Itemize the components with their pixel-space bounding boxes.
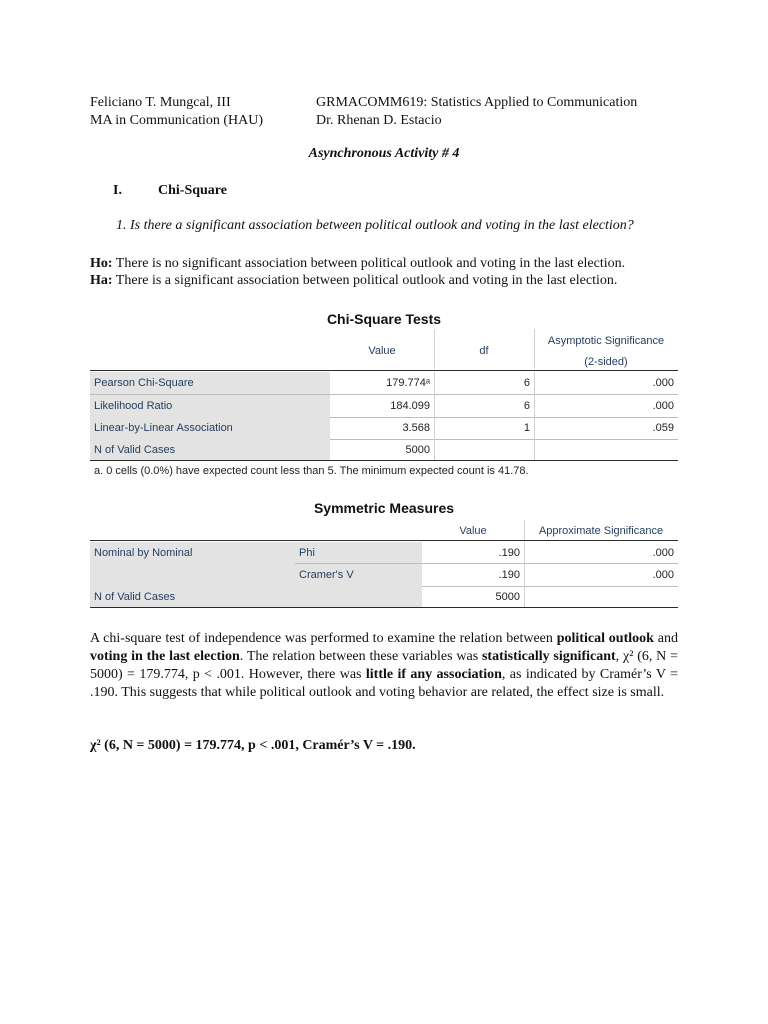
null-hypothesis [90, 255, 625, 272]
row-label: Likelihood Ratio [90, 395, 330, 417]
hypotheses [90, 255, 625, 289]
col-header-df: df [479, 345, 489, 357]
row-label: Cramer's V [295, 564, 422, 586]
instructor-name: Dr. Rhenan D. Estacio [316, 113, 442, 128]
row-value: .190 [498, 569, 520, 581]
col-header-value: Value [459, 525, 487, 537]
col-header-asymp-sig: Asymptotic Significance [547, 335, 665, 347]
row-label: N of Valid Cases [90, 439, 330, 461]
text-run: , as indicated by Cramér’s V = .190. This suggests that while political outlook and voting behavior are related, the effect size is small. [90, 667, 678, 700]
course-name: GRMACOMM619: Statistics Applied to Communication [316, 95, 638, 110]
ho-label: Ho: [90, 256, 113, 271]
row-df: 6 [523, 377, 530, 389]
valid-cases-value: 5000 [495, 591, 520, 603]
row-sig [534, 439, 678, 461]
row-sig: .000 [652, 377, 674, 389]
col-header-approx-sig: Approximate Significance [538, 525, 664, 537]
row-label: Linear-by-Linear Association [90, 417, 330, 439]
program-name: MA in Communication (HAU) [90, 113, 264, 128]
group-label: Nominal by Nominal [90, 542, 295, 586]
section-number: I. [113, 183, 122, 198]
course-block [316, 94, 637, 130]
row-sig: .000 [652, 547, 674, 559]
row-df [434, 439, 534, 461]
chi-square-table-title: Chi-Square Tests [326, 311, 442, 327]
row-value: 5000 [405, 444, 430, 456]
text-run: A chi-square test of independence was performed to examine the relation between [90, 631, 557, 646]
author-block [90, 94, 263, 130]
ha-text: There is a significant association between political outlook and voting in the last election. [112, 273, 618, 288]
bold-run: political outlook [556, 631, 654, 646]
row-label: Pearson Chi-Square [90, 372, 330, 394]
alt-hypothesis [90, 272, 625, 289]
chi-square-footnote: a. 0 cells (0.0%) have expected count less than 5. The minimum expected count is 41.78. [94, 465, 529, 477]
row-value: 184.099 [390, 400, 430, 412]
ha-label: Ha: [90, 273, 113, 288]
row-sig: .059 [652, 422, 674, 434]
row-df: 6 [523, 400, 530, 412]
bold-run: voting in the last election [90, 649, 240, 664]
valid-cases-label: N of Valid Cases [90, 586, 422, 608]
text-run: , χ² (6, N = 5000) = 179.774, p < .001. However, there was [90, 649, 678, 682]
row-df: 1 [523, 422, 530, 434]
row-value: 3.568 [402, 422, 430, 434]
bold-run: statistically significant [481, 649, 616, 664]
text-run: . The relation between these variables was [239, 649, 482, 664]
bold-run: little if any association [365, 667, 502, 682]
row-label: Phi [295, 542, 422, 564]
row-value: .190 [498, 547, 520, 559]
col-header-two-sided: (2-sided) [584, 356, 628, 368]
research-question: 1. Is there a significant association between political outlook and voting in the last election? [116, 218, 634, 233]
apa-result-formula: χ² (6, N = 5000) = 179.774, p < .001, Cramér’s V = .190. [90, 738, 416, 753]
row-sig: .000 [652, 400, 674, 412]
interpretation-paragraph [90, 630, 678, 702]
symmetric-table [90, 520, 678, 610]
text-run: and [653, 631, 678, 646]
ho-text: There is no significant association between political outlook and voting in the last election. [112, 256, 626, 271]
chi-square-table [90, 329, 678, 469]
document-title: Asynchronous Activity # 4 [308, 146, 460, 161]
symmetric-table-title: Symmetric Measures [313, 500, 455, 516]
row-sig: .000 [652, 569, 674, 581]
row-value: 179.774ᵃ [386, 377, 430, 389]
col-header-value: Value [368, 345, 396, 357]
author-name: Feliciano T. Mungcal, III [90, 95, 231, 110]
section-title: Chi-Square [158, 183, 227, 198]
